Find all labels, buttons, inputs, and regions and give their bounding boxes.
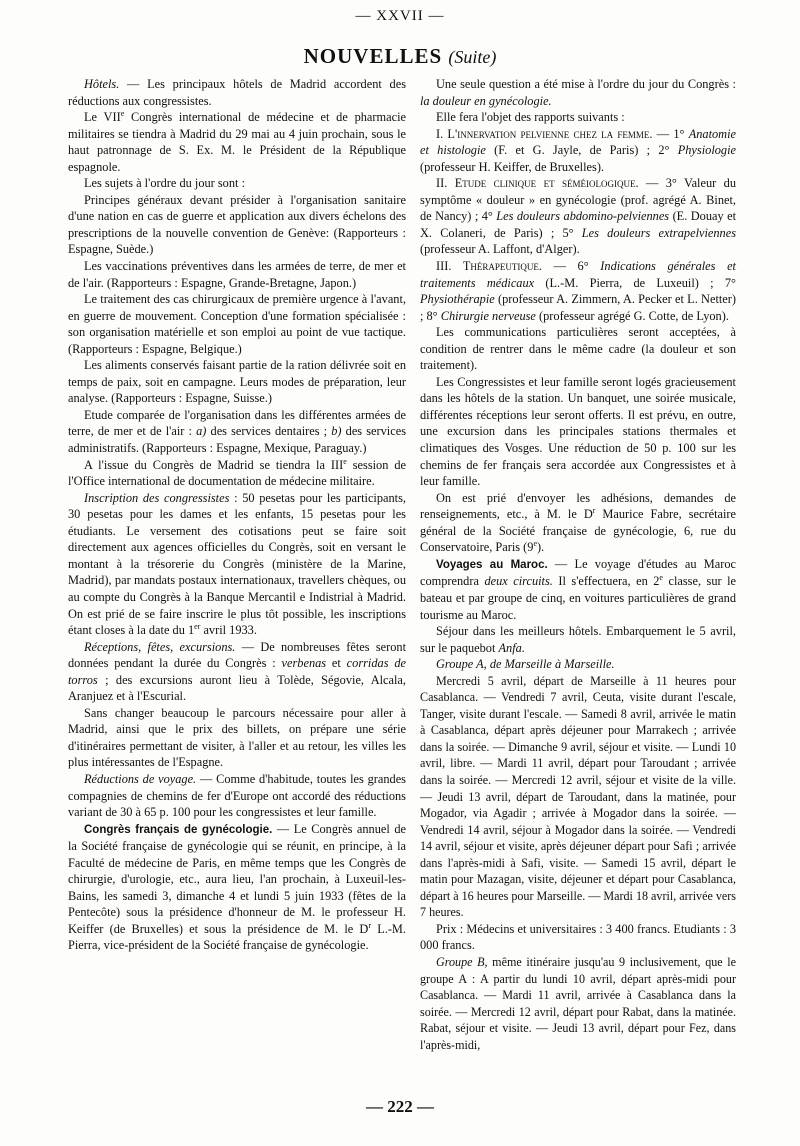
text-run: Séjour dans les meilleurs hôtels. Embarquement le 5 avril, sur le paquebot	[420, 624, 736, 655]
superscript: e	[120, 108, 125, 118]
text-run: Etude comparée de l'organisation dans les différentes armées de terre, de mer et de l'air :	[68, 407, 406, 439]
text-run: — Le Congrès annuel de la Société française de gynécologie qui se réunit, en principe, à la Faculté de médecine de Paris, en même temps que les Congrès de chirurgie, d'urologie, etc., aura lieu, l'an prochain, à Luxeuil-les-Bains, les samedi 3, dimanche 4 et lundi 5 juin 1933 (fêtes de la Pentecôte) sous la présidence d'honneur de M. le professeur H. Keiffer (de Bruxelles) et sous la présidence de M. le D	[68, 821, 406, 936]
text-run: — De nombreuses fêtes seront données pendant la durée du Congrès :	[68, 639, 406, 671]
italic-run: Groupe B,	[436, 954, 488, 969]
paragraph-communications: Les communications particulières seront acceptées, à condition de rentrer dans le même cadre (la douleur et son traitement).	[420, 325, 736, 373]
superscript: e	[659, 573, 663, 583]
paragraph-etude-comparee	[68, 407, 406, 457]
superscript: e	[533, 539, 538, 549]
paragraph-sujets: Les sujets à l'ordre du jour sont :	[84, 176, 245, 191]
text-run: Il s'effectuera, en 2	[552, 574, 660, 589]
paragraph-groupe-a-itinerary: Mercredi 5 avril, départ de Marseille à 11 heures pour Casablanca. — Vendredi 7 avril, Ceuta, visite durant l'escale, Tanger, visite durant l'escale. — Samedi 8 avril, arrivée le matin à Casablanca, départ après déjeuner pour Marrakech ; arrivée dans la soirée. — Dimanche 9 avril, séjour et visite. — Lundi 10 avril, libre. — Mardi 11 avril, départ pour Taroudant ; arrivée dans la soirée. — Mercredi 12 avril, séjour et visite de la ville. — Jeudi 13 avril, départ de Taroudant, dans la matinée, pour Mogador, via Agadir ; arrivée à Mogador dans la soirée. — Vendredi 14 avril, séjour à Mogador dans la soirée. — Vendredi 14 avril, séjour et visite, après déjeuner départ pour Safi ; arrivée dans l'après-midi à Safi, visite. — Samedi 15 avril, départ le matin pour Mazagan, visite, déjeuner et départ pour Casablanca, départ à 16 heures pour Marseille. — Mardi 18 avril, arrivée vers 7 heures.	[420, 673, 737, 920]
paragraph-question	[420, 76, 736, 109]
italic-run: Physiologie	[677, 143, 736, 158]
smallcaps-heading: II. Etude clinique et séméiologique.	[436, 176, 639, 191]
text-run: — 1°	[652, 126, 689, 141]
paragraph-label: Inscription des congressistes	[84, 490, 230, 505]
text-run: et	[326, 656, 347, 671]
paragraph-voyages-maroc	[420, 556, 736, 623]
paragraph-congres-madrid	[68, 109, 406, 175]
section-title-text: NOUVELLES	[303, 44, 443, 68]
text-run: A l'issue du Congrès de Madrid se tiendra la III	[84, 457, 344, 472]
italic-run: la douleur en gynécologie.	[420, 93, 552, 108]
paragraph-text: : 50 pesetas pour les participants, 30 pesetas pour les dames et les enfants, 15 pesetas pour les étudiants. Le versement des cotisations peut se faire soit directement aux agences officielles du Congrès, soit en versant le montant à la trésorerie du Congrès (ministère de la Marine, Madrid), par mandats postaux internationaux, travellers chèques, ou au compte du Congrès à la Banque Mercantil e Indistrial à Madrid. On est prié de se faire inscrire le plus tôt possible, les inscriptions étant closes à la date du 1	[68, 490, 406, 638]
paragraph-office-international	[68, 457, 406, 490]
italic-run: deux circuits.	[484, 574, 553, 589]
text-run: (professeur H. Keiffer, de Bruxelles).	[420, 159, 605, 174]
paragraph-label: Réceptions, fêtes, excursions.	[84, 639, 236, 654]
text-run: des services dentaires ;	[206, 424, 332, 439]
left-column	[68, 76, 406, 954]
text-run: classe, sur le bateau et par groupe de cinq, en voitures particulières de grand tourisme au Maroc.	[420, 574, 736, 622]
paragraph-traitement: Le traitement des cas chirurgicaux de première urgence à l'avant, en guerre de mouvement. Conception d'une formation spécialisée : son organisation matérielle et son emploi au point de vue tactique. (Rapporteurs : Espagne, Belgique.)	[68, 292, 406, 356]
text-run: même itinéraire jusqu'au 9 inclusivement, que le groupe A : A partir du lundi 10 avril, départ après-midi pour Casablanca. — Mardi 11 avril, arrivée à Casablanca dans la soirée. — Mercredi 12 avril, départ pour Rabat, dans la matinée. Rabat, séjour et visite. — Jeudi 13 avril, départ pour Fez, dans l'après-midi,	[420, 954, 737, 1052]
paragraph-reductions	[68, 771, 406, 821]
paragraph-adhesions	[420, 490, 736, 556]
text-run: des services administratifs. (Rapporteurs : Espagne, Mexique, Paraguay.)	[68, 424, 406, 456]
italic-run: Chirurgie nerveuse	[440, 308, 536, 323]
paragraph-groupe-a-heading: Groupe A, de Marseille à Marseille.	[436, 657, 615, 672]
paragraph-receptions	[68, 639, 406, 705]
text-run: Congrès international de médecine et de pharmacie militaires se tiendra à Madrid du 29 mai au 4 juin prochain, sous le haut patronnage de S. Ex. M. le Président de la République espagnole.	[68, 110, 406, 174]
paragraph-sejour	[420, 623, 736, 656]
paragraph-parcours: Sans changer beaucoup le parcours nécessaire pour aller à Madrid, ainsi que le prix des billets, on prépare une série d'itinéraires permettant de visiter, à l'aller et au retour, les villes les plus intéressantes de l'Espagne.	[68, 705, 406, 770]
text-run: On est prié d'envoyer les adhésions, demandes de renseignements, etc., à M. le D	[420, 490, 736, 522]
paragraph-aliments: Les aliments conservés faisant partie de la ration délivrée soit en temps de paix, soit en campagne. Leurs modes de préparation, leur analyse. (Rapporteurs : Espagne, Suisse.)	[68, 358, 406, 406]
text-run: session de l'Office international de documentation de médecine militaire.	[68, 457, 406, 489]
text-run: (professeur agrégé G. Cotte, de Lyon).	[535, 308, 729, 323]
superscript: e	[343, 456, 347, 466]
paragraph-congressistes: Les Congressistes et leur famille seront logés gracieusement dans les hôtels de la station. Un banquet, une soirée musicale, différentes réceptions leur seront offerts. Il est prévu, en outre, une excursion dans les principales stations thermales et climatiques des Vosges. Une réduction de 50 p. 100 sur les chemins de fer français sera accordée aux Congressistes et à leur famille.	[420, 374, 736, 489]
paragraph-inscription	[68, 490, 406, 639]
paragraph-label: Réductions de voyage.	[84, 771, 197, 786]
smallcaps-heading: I. L'innervation pelvienne chez la femme.	[436, 126, 653, 141]
text-run: (professeur A. Zimmern, A. Pecker et L. Netter) ; 8°	[420, 292, 736, 323]
paragraph-rapport-1	[420, 126, 736, 176]
text-run: L.-M. Pierra, vice-président de la Société française de gynécologie.	[68, 921, 406, 953]
text-run: ).	[537, 540, 545, 555]
page-roman-numeral: — XXVII —	[355, 8, 445, 24]
italic-run: Anfa.	[498, 640, 525, 655]
text-run: Le VII	[84, 110, 121, 125]
text-run: — 6°	[541, 259, 601, 274]
superscript: er	[194, 621, 201, 631]
text-run: Une seule question a été mise à l'ordre du jour du Congrès :	[436, 77, 736, 91]
superscript: r	[368, 920, 372, 930]
italic-run: Indications générales et traitements médicaux	[420, 259, 736, 290]
section-title	[0, 44, 800, 69]
text-run: (professeur A. Laffont, d'Alger).	[420, 242, 580, 257]
paragraph-text: — Comme d'habitude, toutes les grandes compagnies de chemins de fer d'Europe ont accordé des réductions variant de 30 à 65 p. 100 pour les congressistes et leur famille.	[68, 771, 406, 820]
paragraph-vaccinations: Les vaccinations préventives dans les armées de terre, de mer et de l'air. (Rapporteurs : Espagne, Grande-Bretagne, Japon.)	[68, 259, 406, 290]
text-run: (F. et G. Jayle, de Paris) ; 2°	[485, 143, 678, 158]
paragraph-label: Hôtels.	[84, 77, 120, 91]
section-title-suffix: (Suite)	[448, 47, 497, 67]
italic-run: verbenas	[281, 656, 327, 671]
paragraph-label: Voyages au Maroc.	[436, 558, 548, 571]
smallcaps-heading: III. Thérapeutique.	[436, 259, 542, 274]
text-run: (E. Douay et X. Colaneri, de Paris) ; 5°	[420, 209, 737, 240]
page-number: — 222 —	[366, 1097, 434, 1116]
italic-run: b)	[331, 424, 342, 439]
superscript: r	[592, 506, 596, 516]
paragraph-groupe-b	[420, 954, 736, 1053]
text-run: ; des excursions auront lieu à Tolède, Ségovie, Alcala, Aranjuez et à l'Escurial.	[68, 672, 406, 704]
paragraph-label: Congrès français de gynécologie.	[84, 823, 273, 836]
text-run: — 3° Valeur du symptôme « douleur » en gynécologie (prof. agrégé A. Binet, de Nancy) ; 4°	[420, 176, 736, 224]
italic-run: corridas de torros	[68, 656, 406, 687]
paragraph-rapports: Elle fera l'objet des rapports suivants :	[436, 110, 625, 125]
paragraph-hotels	[68, 76, 406, 109]
text-run: avril 1933.	[200, 623, 257, 638]
text-run: (L.-M. Pierra, de Luxeuil) ; 7°	[534, 275, 736, 290]
italic-run: Physiothérapie	[420, 292, 495, 307]
paragraph-principes: Principes généraux devant présider à l'organisation sanitaire d'une nation en cas de guerre et application aux divers échelons des prescriptions de la nouvelle convention de Genève: (Rapporteurs : Espagne, Suède.)	[68, 192, 406, 257]
text-run: — Le voyage d'études au Maroc comprendra	[420, 556, 736, 589]
italic-run: Les douleurs abdomino-pelviennes	[496, 209, 670, 224]
italic-run: a)	[196, 424, 207, 439]
right-column	[420, 76, 736, 1053]
paragraph-rapport-3	[420, 258, 736, 324]
italic-run: Anatomie et histologie	[420, 126, 736, 158]
italic-run: Les douleurs extrapelviennes	[581, 225, 737, 240]
paragraph-rapport-2	[420, 175, 736, 258]
paragraph-prix: Prix : Médecins et universitaires : 3 400 francs. Etudiants : 3 000 francs.	[420, 921, 736, 953]
text-run: Maurice Fabre, secrétaire général de la Société française de gynécologie, 6, rue du Conservatoire, Paris (9	[420, 507, 736, 555]
paragraph-text: — Les principaux hôtels de Madrid accordent des réductions aux congressistes.	[68, 77, 406, 108]
paragraph-congres-gynecologie	[68, 821, 406, 954]
